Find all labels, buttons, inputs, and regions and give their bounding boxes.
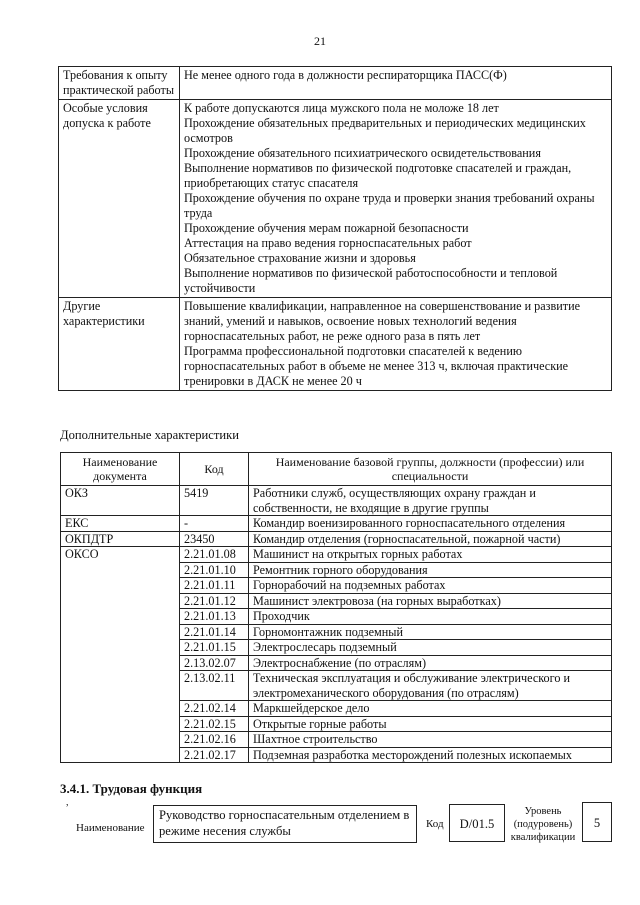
requirement-line: Прохождение обязательных предварительных и периодических медицинских осмотров [184, 116, 586, 145]
code-cell: 2.21.01.15 [180, 640, 249, 656]
document-cell: ОКПДТР [61, 531, 180, 547]
code-cell: 2.21.01.08 [180, 547, 249, 563]
requirement-line: Обязательное страхование жизни и здоровья [184, 251, 416, 265]
code-cell: 2.21.01.11 [180, 578, 249, 594]
code-cell: 2.21.02.14 [180, 701, 249, 717]
requirements-table [58, 66, 612, 391]
code-cell: 2.21.01.14 [180, 624, 249, 640]
code-cell: 23450 [180, 531, 249, 547]
code-cell: 2.21.01.12 [180, 593, 249, 609]
code-cell: 2.13.02.11 [180, 671, 249, 701]
code-cell: 2.21.02.16 [180, 732, 249, 748]
requirement-value [180, 67, 612, 100]
table-row [61, 516, 612, 532]
requirement-value [180, 100, 612, 298]
name-label: Наименование [76, 822, 145, 834]
requirement-row [59, 67, 612, 100]
document-cell: ОКСО [61, 547, 180, 763]
name-cell: Работники служб, осуществляющих охрану граждан и собственности, не входящие в другие группы [249, 486, 612, 516]
name-cell: Командир отделения (горноспасательной, пожарной части) [249, 531, 612, 547]
name-cell: Электрослесарь подземный [249, 640, 612, 656]
level-label: Уровень (подуровень) квалификации [510, 806, 576, 843]
header-document: Наименование документа [61, 453, 180, 486]
name-cell: Открытые горные работы [249, 716, 612, 732]
name-cell: Проходчик [249, 609, 612, 625]
requirement-line: Выполнение нормативов по физической работоспособности и тепловой устойчивости [184, 266, 558, 295]
requirement-row [59, 100, 612, 298]
requirement-value [180, 298, 612, 391]
name-cell: Подземная разработка месторождений полезных ископаемых [249, 747, 612, 763]
scan-mark: , [66, 797, 69, 808]
requirement-row [59, 298, 612, 391]
name-cell: Машинист на открытых горных работах [249, 547, 612, 563]
additional-characteristics-table [60, 452, 612, 763]
code-cell: 5419 [180, 486, 249, 516]
name-cell: Техническая эксплуатация и обслуживание электрического и электромеханического оборудования (по отраслям) [249, 671, 612, 701]
name-cell: Ремонтник горного оборудования [249, 562, 612, 578]
document-cell: ОКЗ [61, 486, 180, 516]
requirement-line: Программа профессиональной подготовки спасателей к ведению горноспасательных работ в объеме не менее 313 ч, включая практические тренировки в ДАСК не менее 20 ч [184, 344, 569, 388]
requirement-line: Прохождение обучения по охране труда и проверки знания требований охраны труда [184, 191, 595, 220]
name-cell: Шахтное строительство [249, 732, 612, 748]
table-row [61, 547, 612, 563]
requirement-line: Выполнение нормативов по физической подготовке спасателей и граждан, приобретающих статус спасателя [184, 161, 572, 190]
level-box: 5 [582, 802, 612, 842]
name-cell: Машинист электровоза (на горных выработках) [249, 593, 612, 609]
code-cell: 2.13.02.07 [180, 655, 249, 671]
code-cell: 2.21.01.10 [180, 562, 249, 578]
requirement-line: Аттестация на право ведения горноспасательных работ [184, 236, 472, 250]
name-cell: Маркшейдерское дело [249, 701, 612, 717]
code-cell: 2.21.02.17 [180, 747, 249, 763]
additional-characteristics-caption: Дополнительные характеристики [60, 428, 239, 442]
requirement-line: Прохождение обязательного психиатрического освидетельствования [184, 146, 541, 160]
table-row [61, 486, 612, 516]
requirement-line: К работе допускаются лица мужского пола не моложе 18 лет [184, 101, 499, 115]
name-cell: Горномонтажник подземный [249, 624, 612, 640]
table-row [61, 531, 612, 547]
function-name-box: Руководство горноспасательным отделением в режиме несения службы [153, 805, 417, 843]
requirement-line: Не менее одного года в должности респираторщика ПАСС(Ф) [184, 68, 507, 82]
name-cell: Командир военизированного горноспасательного отделения [249, 516, 612, 532]
requirement-label: Другие характеристики [59, 298, 180, 391]
name-cell: Электроснабжение (по отраслям) [249, 655, 612, 671]
header-name: Наименование базовой группы, должности (профессии) или специальности [249, 453, 612, 486]
name-cell: Горнорабочий на подземных работах [249, 578, 612, 594]
page-number: 21 [314, 34, 326, 48]
code-cell: - [180, 516, 249, 532]
code-cell: 2.21.02.15 [180, 716, 249, 732]
document-cell: ЕКС [61, 516, 180, 532]
code-label: Код [426, 818, 444, 830]
function-code-box: D/01.5 [449, 804, 505, 842]
header-code: Код [180, 453, 249, 486]
code-cell: 2.21.01.13 [180, 609, 249, 625]
requirement-label: Требования к опыту практической работы [59, 67, 180, 100]
requirement-label: Особые условия допуска к работе [59, 100, 180, 298]
requirement-line: Прохождение обучения мерам пожарной безопасности [184, 221, 469, 235]
requirement-line: Повышение квалификации, направленное на совершенствование и развитие знаний, умений и навыков, освоение новых технологий ведения горноспасательных работ, не реже одного раза в пять лет [184, 299, 581, 343]
labor-function-title: 3.4.1. Трудовая функция [60, 781, 203, 796]
table-header-row [61, 453, 612, 486]
